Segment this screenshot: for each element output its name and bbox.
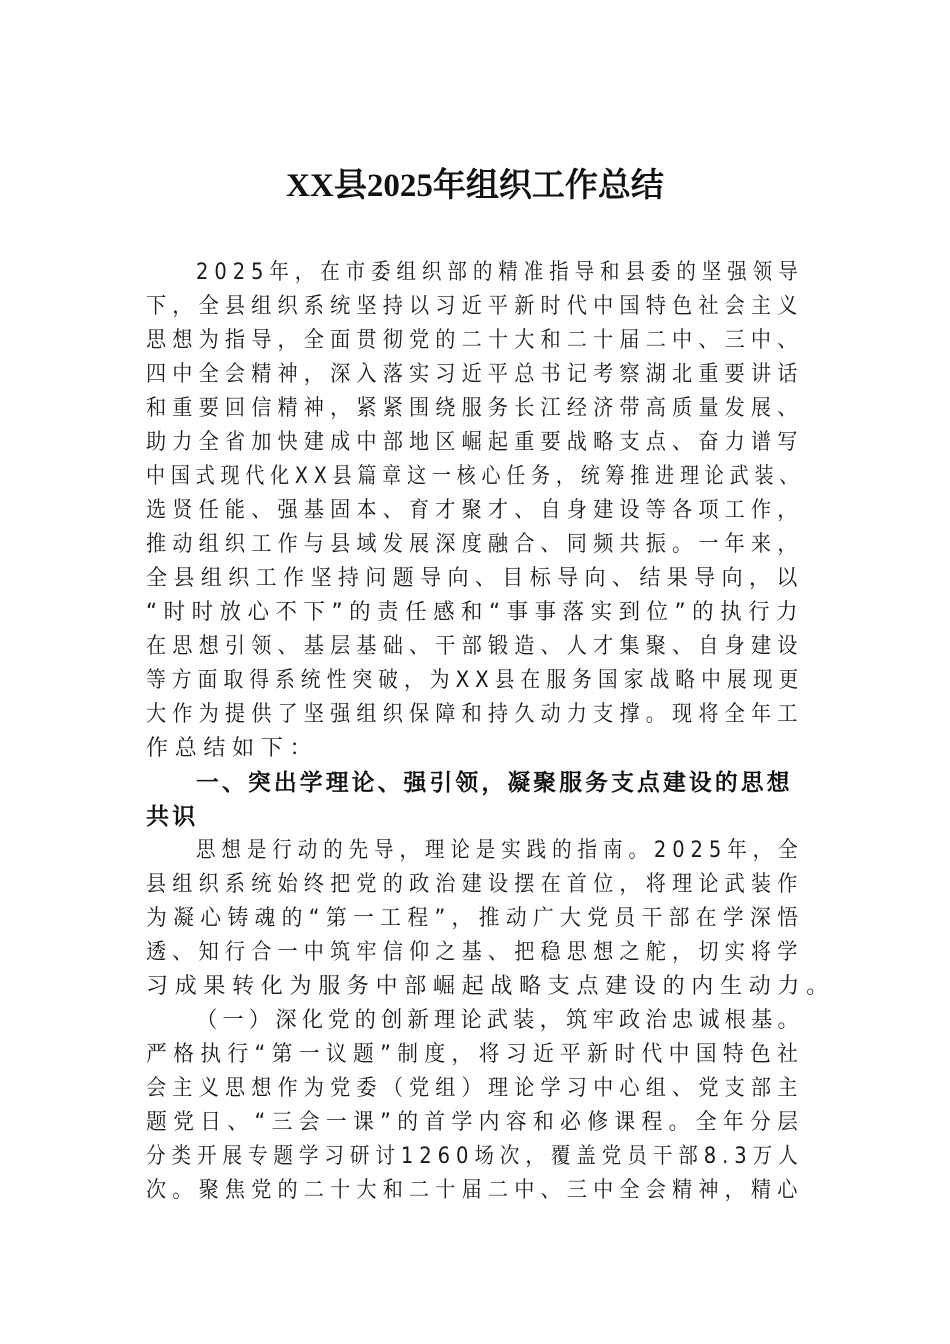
text-line: 习成果转化为服务中部崛起战略支点建设的内生动力。 [146,974,835,999]
text-span: 透、知行合一中筑牢信仰之基、把稳思想之舵，切实将学 [146,940,804,965]
section-1-paragraph [146,834,835,1004]
text-span: 助力全省加快建成中部地区崛起重要战略支点、奋力谱写 [146,430,804,455]
text-line [146,1038,804,1072]
text-span: 分类开展专题学习研讨1260场次，覆盖党员干部8.3万人 [146,1144,804,1169]
text-line [146,834,854,868]
text-span: 为凝心铸魂的“第一工程”，推动广大党员干部在学深悟 [146,906,805,931]
text-span: 选贤任能、强基固本、育才聚才、自身建设等各项工作， [146,498,804,523]
text-span: 推动组织工作与县域发展深度融合、同频共振。一年来， [146,532,804,557]
document-title: XX县2025年组织工作总结 [286,168,664,204]
section-1-heading [146,766,810,834]
text-span: 和重要回信精神，紧紧围绕服务长江经济带高质量发展、 [146,396,804,421]
text-span: （一）深化党的创新理论武装，筑牢政治忠诚根基。 [196,1008,804,1033]
text-span: 一、突出学理论、强引领，凝聚服务支点建设的思想 [196,770,793,796]
text-line [146,936,804,970]
text-span: 中国式现代化XX县篇章这一核心任务，统筹推进理论武装、 [146,464,805,489]
text-line [146,1174,804,1208]
text-span: 在思想引领、基层基础、干部锻造、人才集聚、自身建设 [146,634,804,659]
text-span: 县组织系统始终把党的政治建设摆在首位，将理论武装作 [146,872,804,897]
text-span: 四中全会精神，深入落实习近平总书记考察湖北重要讲话 [146,362,804,387]
text-span: 大作为提供了坚强组织保障和持久动力支撑。现将全年工 [146,702,804,727]
text-span: 思想为指导，全面贯彻党的二十大和二十届二中、三中、 [146,328,804,353]
intro-paragraph [146,256,810,766]
text-line [146,392,804,426]
document-body [146,256,835,1208]
text-line [146,1106,804,1140]
text-line [146,1140,804,1174]
text-line [146,290,804,324]
text-span: 次。聚焦党的二十大和二十届二中、三中全会精神，精心 [146,1178,804,1203]
text-line [146,664,804,698]
text-line [146,256,854,290]
subsection-1 [146,1004,810,1208]
heading-line [146,766,854,800]
text-span: 全县组织工作坚持问题导向、目标导向、结果导向，以 [146,566,804,591]
text-line [146,494,804,528]
text-line [146,460,804,494]
text-span: 下，全县组织系统坚持以习近平新时代中国特色社会主义 [146,294,804,319]
text-span: “时时放心不下”的责任感和“事事落实到位”的执行力 [146,600,805,625]
text-span: 题党日、“三会一课”的首学内容和必修课程。全年分层 [146,1110,805,1135]
text-line [146,358,804,392]
text-line [146,324,804,358]
text-line: 作总结如下： [146,736,319,761]
subsection-heading [146,1004,854,1038]
text-span: 严格执行“第一议题”制度，将习近平新时代中国特色社 [146,1042,805,1067]
text-line [146,1072,804,1106]
text-line [146,426,804,460]
text-span: 思想是行动的先导，理论是实践的指南。2025年，全 [196,838,804,863]
text-line [146,562,804,596]
text-line [146,528,804,562]
text-line [146,698,804,732]
text-line [146,868,804,902]
heading-line: 共识 [146,804,199,830]
text-span: 等方面取得系统性突破，为XX县在服务国家战略中展现更 [146,668,805,693]
text-span: 会主义思想作为党委（党组）理论学习中心组、党支部主 [146,1076,804,1101]
text-line [146,902,804,936]
text-span: 2025年，在市委组织部的精准指导和县委的坚强领导 [196,260,804,285]
text-line [146,630,804,664]
text-line [146,596,804,630]
